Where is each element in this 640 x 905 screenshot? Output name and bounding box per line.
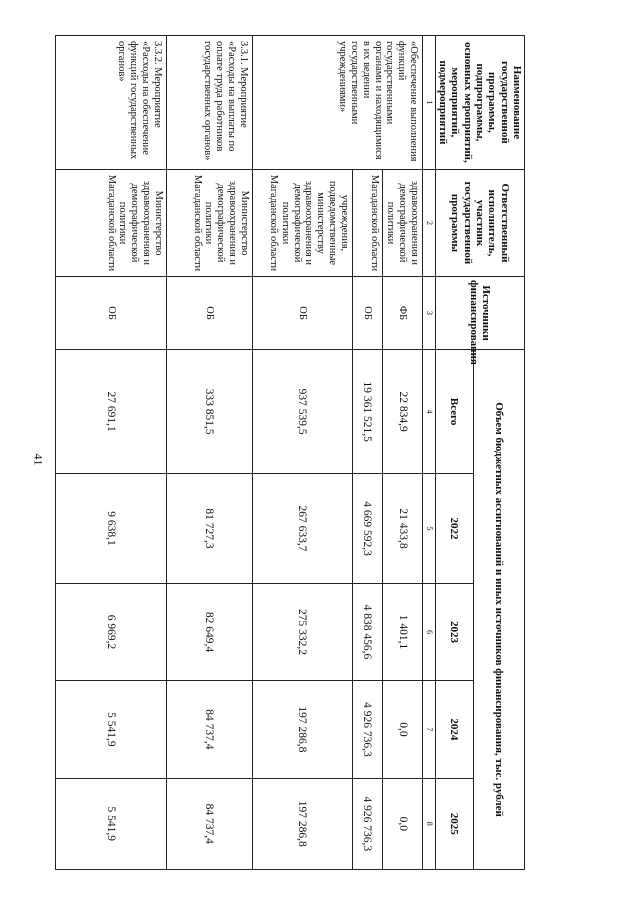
executor-cell: здравоохранения и демографической политики (382, 169, 422, 276)
header-executor: Ответственный исполнитель, участник государственной программы (435, 169, 524, 276)
column-number: 7 (422, 681, 435, 778)
source-cell: ФБ (382, 277, 422, 350)
column-number: 2 (422, 169, 435, 276)
column-number: 3 (422, 277, 435, 350)
column-number: 5 (422, 474, 435, 584)
value-cell: 5 541,9 (56, 681, 167, 778)
value-cell: 5 541,9 (56, 778, 167, 869)
value-cell: 267 633,7 (252, 474, 352, 584)
header-year-2025: 2025 (435, 778, 473, 869)
value-cell: 4 669 592,3 (352, 474, 382, 584)
column-number: 8 (422, 778, 435, 869)
value-cell: 4 926 736,3 (352, 681, 382, 778)
executor-cell: учреждения, подведомственные министерству здравоохранения и демографической политики Магаданской области (252, 169, 352, 276)
value-cell: 82 649,4 (166, 583, 252, 680)
value-cell: 19 361 521,5 (352, 350, 382, 474)
header-name: Наименование государственной программы, подпрограммы, основных мероприятий, мероприятий, подмероприятий (435, 36, 524, 170)
source-cell: ОБ (56, 277, 167, 350)
source-cell: ОБ (252, 277, 352, 350)
executor-cell: Министерство здравоохранения и демографической политики Магаданской области (56, 169, 167, 276)
value-cell: 9 638,1 (56, 474, 167, 584)
value-cell: 22 834,9 (382, 350, 422, 474)
program-name-cell: 3.3.1. Мероприятие «Расходы на выплаты по оплате труда работников государственных органов» (166, 36, 252, 170)
source-cell: ОБ (352, 277, 382, 350)
table-row (382, 36, 422, 870)
value-cell: 27 691,1 (56, 350, 167, 474)
value-cell: 333 851,5 (166, 350, 252, 474)
table-row (166, 36, 252, 870)
header-year-total: Всего (435, 350, 473, 474)
value-cell: 0,0 (382, 778, 422, 869)
header-year-2024: 2024 (435, 681, 473, 778)
value-cell: 4 838 456,6 (352, 583, 382, 680)
value-cell: 197 286,8 (252, 778, 352, 869)
header-source: Источники финансирования (435, 277, 524, 350)
header-year-2022: 2022 (435, 474, 473, 584)
program-name-cell: «Обеспечение выполнения функций государственными органами и находящимися в их ведении государственными учреждениями» (252, 36, 422, 170)
column-number: 4 (422, 350, 435, 474)
rotated-table-container (55, 35, 525, 870)
column-number: 6 (422, 583, 435, 680)
table-row (56, 36, 167, 870)
value-cell: 275 332,2 (252, 583, 352, 680)
value-cell: 1 401,1 (382, 583, 422, 680)
value-cell: 81 727,3 (166, 474, 252, 584)
value-cell: 84 737,4 (166, 778, 252, 869)
value-cell: 197 286,8 (252, 681, 352, 778)
column-number: 1 (422, 36, 435, 170)
value-cell: 0,0 (382, 681, 422, 778)
header-year-2023: 2023 (435, 583, 473, 680)
value-cell: 937 539,5 (252, 350, 352, 474)
budget-table (55, 35, 525, 870)
page-number: 41 (31, 453, 46, 466)
source-cell: ОБ (166, 277, 252, 350)
executor-cell: Министерство здравоохранения и демографической политики Магаданской области (166, 169, 252, 276)
value-cell: 6 969,2 (56, 583, 167, 680)
executor-cell: Магаданской области (352, 169, 382, 276)
value-cell: 21 433,8 (382, 474, 422, 584)
program-name-cell: 3.3.2. Мероприятие «Расходы на обеспечение функций государственных органов» (56, 36, 167, 170)
value-cell: 84 737,4 (166, 681, 252, 778)
value-cell: 4 926 736,3 (352, 778, 382, 869)
header-volume: Объем бюджетных ассигнований и иных источников финансирования, тыс. рублей (473, 350, 524, 870)
column-number-row (422, 36, 435, 870)
